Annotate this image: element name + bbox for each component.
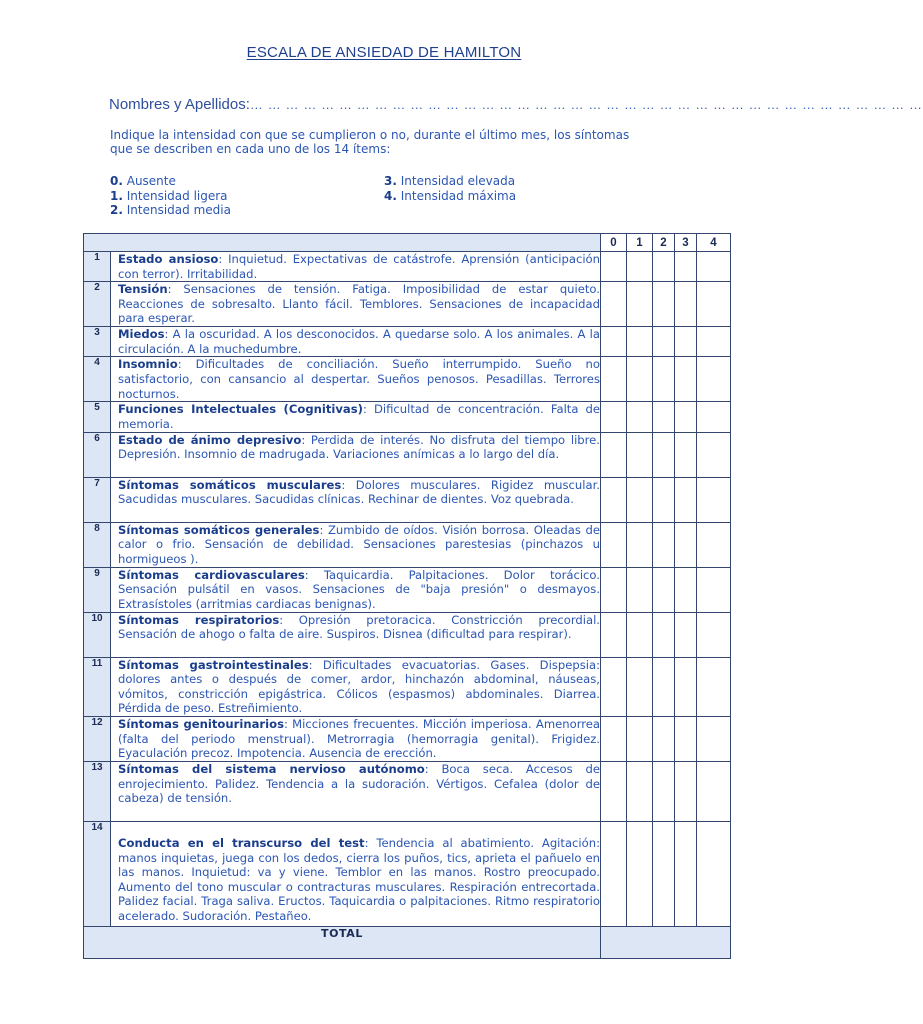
name-field[interactable] (109, 96, 923, 113)
symptom-text: : Micciones frecuentes. Micción imperiosa. Amenorrea (falta del periodo menstrual). Metrorragia (hemorragia genital). Frigidez. Eyaculación precoz. Impotencia. Ausencia de erección. (118, 716, 601, 761)
instructions-line-1: Indique la intensidad con que se cumplieron o no, durante el último mes, los síntomas (110, 128, 630, 142)
score-cell-3[interactable] (675, 821, 697, 926)
score-cell-1[interactable] (627, 357, 653, 402)
table-row (84, 821, 731, 926)
symptom-name: Síntomas genitourinarios (118, 716, 284, 731)
item-description (111, 567, 601, 612)
score-cell-0[interactable] (601, 357, 627, 402)
score-cell-4[interactable] (697, 477, 731, 522)
table-row (84, 657, 731, 716)
item-description (111, 522, 601, 567)
score-cell-2[interactable] (653, 402, 675, 432)
item-number: 12 (84, 716, 111, 761)
item-description (111, 402, 601, 432)
symptom-text: : Perdida de interés. No disfruta del tiempo libre. Depresión. Insomnio de madrugada. Variaciones anímicas a lo largo del día. (118, 432, 600, 462)
table-row (84, 357, 731, 402)
score-cell-1[interactable] (627, 327, 653, 357)
score-cell-1[interactable] (627, 657, 653, 716)
name-label: Nombres y Apellidos: (109, 96, 250, 113)
score-cell-2[interactable] (653, 716, 675, 761)
symptom-name: Funciones Intelectuales (Cognitivas) (118, 402, 363, 417)
score-cell-0[interactable] (601, 612, 627, 657)
item-number: 13 (84, 761, 111, 821)
symptom-name: Insomnio (118, 357, 178, 372)
score-cell-2[interactable] (653, 761, 675, 821)
name-dotted-line: … … … … … … … … … … … … … … … … … … … … … … … … … … … … … … … … … … … … … … (249, 97, 923, 112)
score-header-0: 0 (601, 234, 627, 252)
item-number: 6 (84, 432, 111, 477)
score-cell-2[interactable] (653, 657, 675, 716)
score-header-4: 4 (697, 234, 731, 252)
table-row (84, 477, 731, 522)
item-number: 7 (84, 477, 111, 522)
score-cell-2[interactable] (653, 327, 675, 357)
score-cell-4[interactable] (697, 612, 731, 657)
scale-entry: 3. Intensidad elevada (384, 174, 516, 188)
table-row (84, 327, 731, 357)
score-cell-0[interactable] (601, 821, 627, 926)
score-header-2: 2 (653, 234, 675, 252)
scale-entry: 4. Intensidad máxima (384, 188, 517, 203)
score-cell-0[interactable] (601, 327, 627, 357)
symptom-text: : Dificultades evacuatorias. Gases. Dispepsia: dolores antes o después de comer, ardor, hinchazón abdominal, náuseas, vómitos, constricción epigástrica. Cólicos (espasmos) abdominales. Diarrea. Pérdida de peso. Estreñimiento. (118, 657, 600, 716)
item-number: 8 (84, 522, 111, 567)
score-cell-2[interactable] (653, 522, 675, 567)
item-description (111, 761, 601, 821)
symptom-text: : Opresión pretoracica. Constricción precordial. Sensación de ahogo o falta de aire. Suspiros. Disnea (dificultad para respirar). (118, 612, 600, 642)
scale-legend-left (110, 174, 231, 218)
score-cell-0[interactable] (601, 477, 627, 522)
score-cell-1[interactable] (627, 252, 653, 282)
symptom-name: Síntomas somáticos generales (118, 522, 320, 537)
score-cell-1[interactable] (627, 761, 653, 821)
total-score-cell[interactable] (601, 926, 731, 958)
table-row (84, 761, 731, 821)
score-cell-3[interactable] (675, 252, 697, 282)
score-cell-0[interactable] (601, 716, 627, 761)
score-cell-1[interactable] (627, 432, 653, 477)
score-cell-1[interactable] (627, 821, 653, 926)
score-cell-4[interactable] (697, 657, 731, 716)
score-cell-2[interactable] (653, 821, 675, 926)
symptom-name: Estado de ánimo depresivo (118, 432, 302, 447)
item-description (111, 821, 601, 926)
score-cell-3[interactable] (675, 432, 697, 477)
score-cell-2[interactable] (653, 432, 675, 477)
score-cell-3[interactable] (675, 612, 697, 657)
symptom-text: : Inquietud. Expectativas de catástrofe. Aprensión (anticipación con terror). Irritabilidad. (118, 252, 600, 281)
score-cell-0[interactable] (601, 432, 627, 477)
score-cell-4[interactable] (697, 761, 731, 821)
score-cell-0[interactable] (601, 402, 627, 432)
score-cell-2[interactable] (653, 612, 675, 657)
score-cell-1[interactable] (627, 567, 653, 612)
symptom-name: Tensión (118, 282, 168, 297)
symptom-text: : Zumbido de oídos. Visión borrosa. Oleadas de calor o frio. Sensación de debilidad. Sensaciones parestesias (pinchazos u hormigueos ). (118, 522, 600, 566)
score-header-3: 3 (675, 234, 697, 252)
symptom-text: : A la oscuridad. A los desconocidos. A quedarse solo. A los animales. A la circulación. A la muchedumbre. (118, 327, 600, 356)
score-cell-4[interactable] (697, 402, 731, 432)
score-header-1: 1 (627, 234, 653, 252)
header-blank (84, 234, 601, 252)
item-description (111, 477, 601, 522)
symptom-text: : Dificultad de concentración. Falta de memoria. (118, 402, 600, 431)
score-cell-2[interactable] (653, 282, 675, 327)
instructions (110, 128, 670, 156)
score-cell-0[interactable] (601, 657, 627, 716)
score-cell-2[interactable] (653, 477, 675, 522)
score-cell-3[interactable] (675, 716, 697, 761)
score-cell-4[interactable] (697, 432, 731, 477)
score-cell-3[interactable] (675, 282, 697, 327)
form-title: ESCALA DE ANSIEDAD DE HAMILTON (246, 44, 522, 61)
score-cell-4[interactable] (697, 522, 731, 567)
score-cell-1[interactable] (627, 612, 653, 657)
score-cell-2[interactable] (653, 567, 675, 612)
score-cell-4[interactable] (697, 252, 731, 282)
item-description (111, 252, 601, 282)
score-cell-1[interactable] (627, 716, 653, 761)
table-row (84, 716, 731, 761)
scale-legend-right (384, 174, 516, 203)
symptom-text: : Sensaciones de tensión. Fatiga. Imposibilidad de estar quieto. Reacciones de sobresalto. Llanto fácil. Temblores. Sensaciones de incapacidad para esperar. (118, 282, 600, 326)
score-cell-1[interactable] (627, 282, 653, 327)
score-cell-0[interactable] (601, 761, 627, 821)
item-number: 5 (84, 402, 111, 432)
symptom-text: : Dificultades de conciliación. Sueño interrumpido. Sueño no satisfactorio, con cansancio al despertar. Sueños penosos. Pesadillas. Terrores nocturnos. (118, 357, 600, 401)
symptom-text: : Boca seca. Accesos de enrojecimiento. Palidez. Tendencia a la sudoración. Vértigos. Cefalea (dolor de cabeza) de tensión. (118, 761, 600, 806)
symptom-name: Conducta en el transcurso del test (118, 835, 365, 850)
score-cell-0[interactable] (601, 282, 627, 327)
symptom-name: Síntomas gastrointestinales (118, 657, 309, 672)
item-description (111, 327, 601, 357)
table-row (84, 522, 731, 567)
item-number: 3 (84, 327, 111, 357)
item-number: 2 (84, 282, 111, 327)
symptom-name: Miedos (118, 327, 165, 342)
table-row (84, 252, 731, 282)
item-number: 1 (84, 252, 111, 282)
item-description (111, 716, 601, 761)
score-cell-0[interactable] (601, 522, 627, 567)
score-cell-0[interactable] (601, 252, 627, 282)
score-cell-3[interactable] (675, 522, 697, 567)
item-description (111, 357, 601, 402)
table-row (84, 567, 731, 612)
symptom-text: : Tendencia al abatimiento. Agitación: manos inquietas, juega con los dedos, cierra los puños, tics, aprieta el pañuelo en las manos. Inquietud: va y viene. Temblor en las manos. Rostro preocupado. Aumento del tono muscular o contracturas musculares. Respiración entrecortada. Palidez facial. Traga saliva. Eructos. Taquicardia o palpitaciones. Ritmo respiratorio acelerado. Sudoración. Pestañeo. (118, 835, 600, 923)
score-cell-1[interactable] (627, 477, 653, 522)
score-cell-4[interactable] (697, 357, 731, 402)
item-description (111, 282, 601, 327)
score-cell-3[interactable] (675, 567, 697, 612)
item-number: 9 (84, 567, 111, 612)
instructions-line-2: que se describen en cada uno de los 14 ítems: (110, 142, 391, 156)
item-description (111, 612, 601, 657)
score-cell-4[interactable] (697, 282, 731, 327)
symptom-table (83, 233, 731, 959)
score-cell-1[interactable] (627, 402, 653, 432)
symptom-name: Síntomas respiratorios (118, 612, 280, 627)
score-cell-4[interactable] (697, 821, 731, 926)
score-cell-3[interactable] (675, 402, 697, 432)
score-cell-0[interactable] (601, 567, 627, 612)
item-description (111, 657, 601, 716)
item-number: 10 (84, 612, 111, 657)
symptom-name: Síntomas somáticos musculares (118, 477, 342, 492)
score-cell-3[interactable] (675, 657, 697, 716)
item-number: 11 (84, 657, 111, 716)
score-cell-4[interactable] (697, 327, 731, 357)
item-number: 14 (84, 821, 111, 926)
symptom-text: : Taquicardia. Palpitaciones. Dolor torácico. Sensación pulsátil en vasos. Sensaciones de "baja presión" o desmayos. Extrasístoles (arritmias cardiacas benignas). (118, 567, 600, 611)
item-description (111, 432, 601, 477)
table-row (84, 432, 731, 477)
table-header-row (84, 234, 731, 252)
scale-entry: 1. Intensidad ligera (110, 188, 228, 203)
score-cell-2[interactable] (653, 252, 675, 282)
total-label: TOTAL (84, 926, 601, 958)
table-row (84, 282, 731, 327)
scale-entry: 0. Ausente (110, 174, 176, 188)
symptom-name: Síntomas cardiovasculares (118, 567, 305, 582)
symptom-name: Síntomas del sistema nervioso autónomo (118, 761, 425, 776)
total-row (84, 926, 731, 958)
scale-entry: 2. Intensidad media (110, 203, 231, 217)
score-cell-4[interactable] (697, 716, 731, 761)
score-cell-3[interactable] (675, 357, 697, 402)
symptom-text: : Dolores musculares. Rigidez muscular. Sacudidas musculares. Sacudidas clínicas. Rechinar de dientes. Voz quebrada. (118, 477, 600, 507)
score-cell-1[interactable] (627, 522, 653, 567)
score-cell-2[interactable] (653, 357, 675, 402)
score-cell-4[interactable] (697, 567, 731, 612)
score-cell-3[interactable] (675, 327, 697, 357)
score-cell-3[interactable] (675, 477, 697, 522)
symptom-name: Estado ansioso (118, 252, 219, 266)
table-row (84, 402, 731, 432)
table-row (84, 612, 731, 657)
item-number: 4 (84, 357, 111, 402)
score-cell-3[interactable] (675, 761, 697, 821)
